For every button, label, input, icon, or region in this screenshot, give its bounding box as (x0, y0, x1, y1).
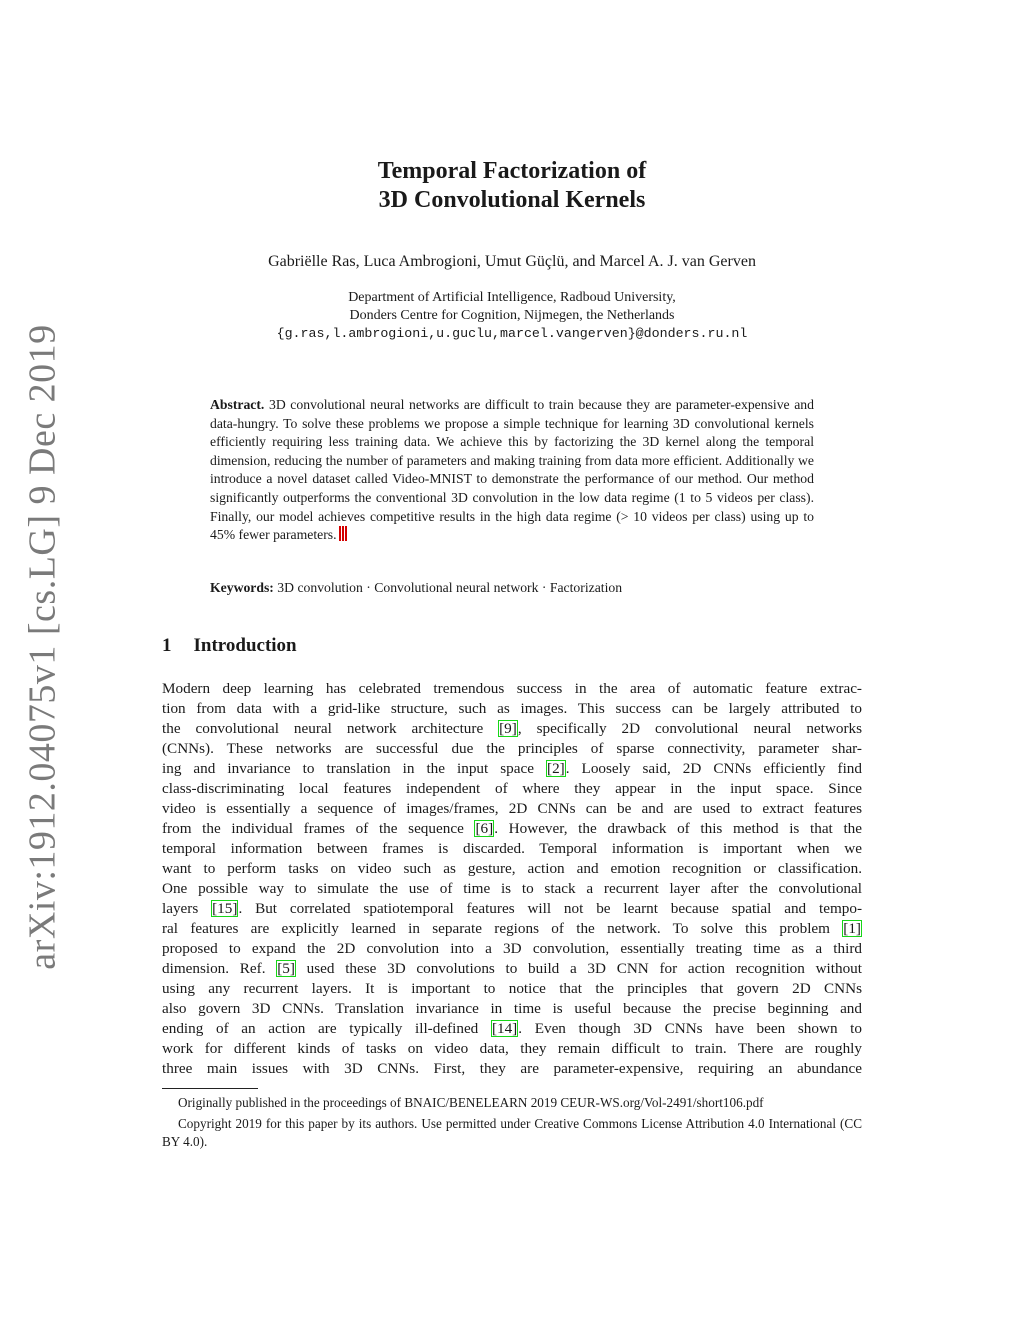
intro-line-text: . Even though 3D CNNs have been shown to (518, 1020, 862, 1037)
intro-line-text: from the individual frames of the sequence (162, 820, 475, 837)
abstract (210, 396, 814, 545)
section-title: Introduction (193, 635, 297, 656)
abstract-label: Abstract. (210, 397, 265, 412)
section-number: 1 (162, 635, 172, 656)
intro-line (162, 679, 862, 699)
intro-line (162, 719, 862, 739)
intro-line (162, 879, 862, 899)
intro-line (162, 759, 862, 779)
intro-line (162, 779, 862, 799)
intro-line-text: want to perform tasks on video such as gesture, action and emotion recognition or classification. (162, 860, 862, 877)
intro-line-text: ending of an action are typically ill-defined (162, 1020, 491, 1037)
author-list: Gabriëlle Ras, Luca Ambrogioni, Umut Güçlü, and Marcel A. J. van Gerven (268, 253, 756, 270)
abstract-text: 3D convolutional neural networks are difficult to train because they are parameter-expensive and data-hungry. To solve these problems we propose a simple technique for learning 3D convolutional kernels efficiently requiring less training data. We achieve this by factorizing the 3D kernel along the temporal dimension, reducing the number of parameters and making training from data more efficient. Additionally we introduce a novel dataset called Video-MNIST to demonstrate the performance of our method. Our method significantly outperforms the conventional 3D convolution in the low data regime (1 to 5 videos per class). Finally, our model achieves competitive results in the high data regime (> 10 videos per class) using up to 45% fewer parameters. (210, 397, 814, 543)
footnotes (162, 1094, 862, 1154)
intro-line (162, 979, 862, 999)
intro-line-text: layers (162, 900, 212, 917)
intro-line (162, 859, 862, 879)
citation-link[interactable]: [5] (277, 960, 295, 977)
intro-line-text: . But correlated spatiotemporal features will not be learnt because spatial and tempo- (238, 900, 863, 917)
intro-line (162, 1039, 862, 1059)
intro-line (162, 699, 862, 719)
citation-link[interactable]: [1] (843, 920, 861, 937)
affiliation-line-1: Department of Artificial Intelligence, Radboud University, (348, 290, 676, 305)
title-line-1: Temporal Factorization of (377, 158, 647, 184)
intro-line (162, 1019, 862, 1039)
intro-line (162, 959, 862, 979)
intro-line-text: used these 3D convolutions to build a 3D CNN for action recognition without (295, 960, 862, 977)
citation-link[interactable]: [14] (491, 1020, 518, 1037)
intro-line (162, 799, 862, 819)
intro-line-text: (CNNs). These networks are successful due the principles of sparse connectivity, parameter shar- (162, 740, 862, 757)
intro-line-text: temporal information between frames is discarded. Temporal information is important when we (162, 840, 862, 857)
footnote-copyright: Copyright 2019 for this paper by its authors. Use permitted under Creative Commons License Attribution 4.0 International (CC BY 4.0). (162, 1115, 862, 1150)
intro-line-text: , specifically 2D convolutional neural networks (517, 720, 863, 737)
intro-line-text: Modern deep learning has celebrated tremendous success in the area of automatic feature extrac- (162, 680, 862, 697)
intro-line-text: class-discriminating local features independent of where they appear in the input space. Since (162, 780, 862, 797)
introduction-body (162, 679, 862, 1079)
footnote-publication: Originally published in the proceedings of BNAIC/BENELEARN 2019 CEUR-WS.org/Vol-2491/short106.pdf (178, 1095, 764, 1110)
intro-line (162, 739, 862, 759)
affiliation-block (0, 289, 1024, 343)
keywords-text: 3D convolution · Convolutional neural network · Factorization (277, 580, 623, 595)
intro-line-text: . However, the drawback of this method is that the (494, 820, 862, 837)
intro-line (162, 1059, 862, 1079)
title-line-2: 3D Convolutional Kernels (378, 187, 646, 213)
keywords-label: Keywords: (210, 580, 274, 595)
intro-line (162, 819, 862, 839)
intro-line (162, 939, 862, 959)
citation-link[interactable]: [15] (212, 900, 238, 917)
citation-link[interactable]: [9] (499, 720, 517, 737)
citation-link[interactable]: [6] (475, 820, 494, 837)
intro-line-text: . Loosely said, 2D CNNs efficiently find (565, 760, 862, 777)
intro-line-text: One possible way to simulate the use of time is to stack a recurrent layer after the convolutional (162, 880, 862, 897)
intro-line-text: work for different kinds of tasks on video data, they remain difficult to train. There are roughly (162, 1040, 862, 1057)
arxiv-identifier-text: arXiv:1912.04075v1 [cs.LG] 9 Dec 2019 (22, 324, 64, 970)
intro-line-text: dimension. Ref. (162, 960, 277, 977)
section-heading-introduction (162, 635, 297, 657)
intro-line-text: ing and invariance to translation in the input space (162, 760, 547, 777)
intro-line (162, 899, 862, 919)
keywords (210, 580, 814, 596)
intro-line-text: video is essentially a sequence of images/frames, 2D CNNs can be and are used to extract features (162, 800, 862, 817)
intro-line-text: proposed to expand the 2D convolution into a 3D convolution, essentially treating time as a third (162, 940, 862, 957)
affiliation-line-2: Donders Centre for Cognition, Nijmegen, the Netherlands (349, 308, 675, 323)
intro-line-text: the convolutional neural network architecture (162, 720, 499, 737)
paper-title (0, 157, 1024, 215)
author-emails: {g.ras,l.ambrogioni,u.guclu,marcel.vangerven}@donders.ru.nl (276, 326, 748, 341)
intro-line-text: three main issues with 3D CNNs. First, they are parameter-expensive, requiring an abundance (162, 1060, 862, 1077)
intro-line-text: tion from data with a grid-like structure, such as images. This success can be largely attributed to (162, 700, 862, 717)
intro-line (162, 839, 862, 859)
citation-link[interactable]: [2] (547, 760, 565, 777)
intro-line-text: also govern 3D CNNs. Translation invariance in time is useful because the precise beginning and (162, 1000, 862, 1017)
intro-line (162, 919, 862, 939)
footnote-rule (162, 1088, 258, 1089)
red-bar-mark (339, 526, 348, 541)
intro-line (162, 999, 862, 1019)
intro-line-text: ral features are explicitly learned in separate regions of the network. To solve this problem (162, 920, 843, 937)
arxiv-identifier-stamp (4, 324, 82, 970)
intro-line-text: using any recurrent layers. It is important to notice that the principles that govern 2D CNNs (162, 980, 862, 997)
